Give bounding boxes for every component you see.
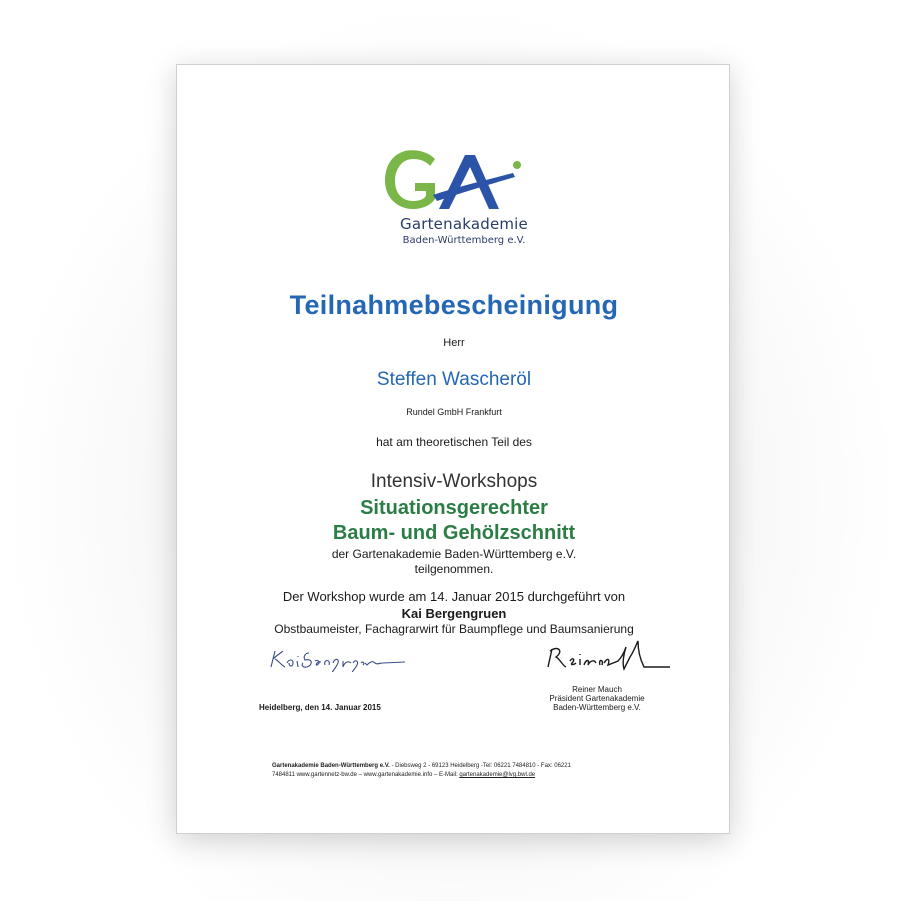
ga-logo-icon — [177, 147, 731, 217]
logo-name: Gartenakademie — [400, 215, 528, 233]
president-title: Präsident Gartenakademie — [549, 694, 645, 703]
footer-org: Gartenakademie Baden-Württemberg e.V. — [272, 763, 390, 769]
workshop-title-line2: Baum- und Gehölzschnitt — [332, 522, 576, 544]
instructor-name: Kai Bergengruen — [401, 606, 507, 621]
instructor-signature — [265, 643, 410, 673]
workshop-title-line1: Situationsgerechter — [360, 497, 548, 519]
instructor-qualification: Obstbaumeister, Fachagrarwirt für Baumpflege und Baumsanierung — [274, 622, 634, 636]
president-org: Baden-Württemberg e.V. — [553, 703, 641, 712]
president-name: Reiner Mauch — [572, 685, 622, 694]
organizer-line: der Gartenakademie Baden-Württemberg e.V. — [331, 547, 577, 561]
footer — [272, 762, 642, 780]
participant-name: Steffen Wascheröl — [376, 369, 532, 390]
salutation: Herr — [443, 337, 465, 349]
workshop-type: Intensiv-Workshops — [370, 471, 538, 492]
president-signature — [544, 637, 674, 677]
conducted-text: Der Workshop wurde am 14. Januar 2015 durchgeführt von — [282, 589, 626, 604]
certificate-page — [176, 64, 730, 834]
logo-subname: Baden-Württemberg e.V. — [402, 235, 526, 246]
place-date: Heidelberg, den 14. Januar 2015 — [259, 703, 381, 712]
president-block — [527, 685, 667, 712]
certificate-title: Teilnahmebescheinigung — [289, 290, 619, 320]
participation-text: teilgenommen. — [414, 562, 494, 576]
intro-text: hat am theoretischen Teil des — [376, 435, 532, 449]
gartenakademie-logo — [177, 147, 731, 247]
footer-address: - Diebsweg 2 - 69123 Heidelberg -Tel: 06221 7484810 - Fax: 06221 — [389, 763, 571, 769]
participant-company: Rundel GmbH Frankfurt — [406, 407, 502, 417]
footer-email[interactable]: gartenakademie@lvg.bwl.de — [459, 772, 536, 778]
footer-contact: 7484811 www.gartennetz-bw.de – www.gartenakademie.info – E-Mail: — [272, 772, 460, 778]
